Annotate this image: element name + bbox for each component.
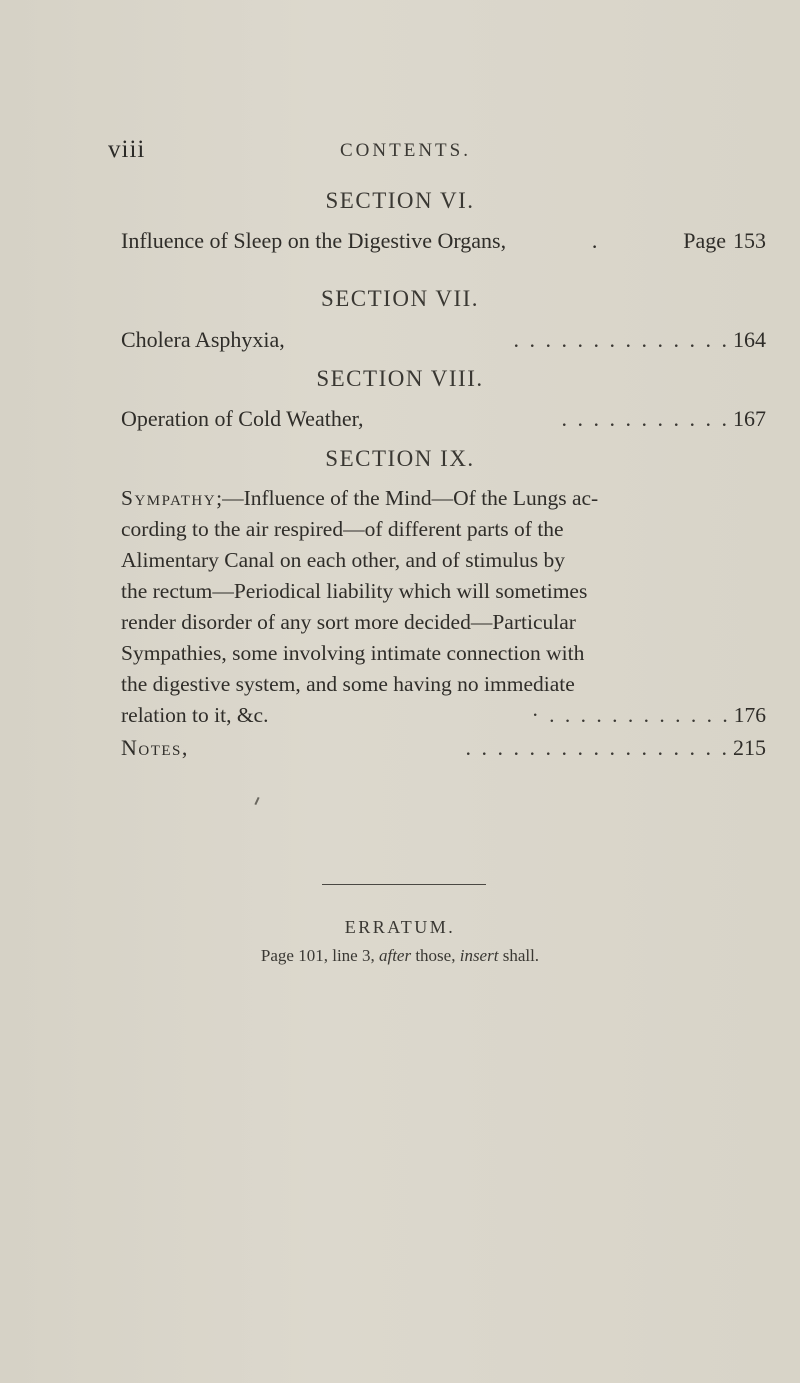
toc-entry-section-viii [121, 404, 766, 434]
entry-text: relation to it, &c. [121, 703, 269, 727]
leader-dots: . . . . . . . . . . . . . . . . . [465, 735, 727, 760]
leader-dots: . [591, 228, 598, 253]
page-ref: 164 [733, 327, 766, 352]
entry-line: Alimentary Canal on each other, and of stimulus by [121, 548, 565, 572]
erratum-text [0, 946, 800, 966]
page-ref: 167 [733, 406, 766, 431]
entry-title: Cholera Asphyxia, [121, 327, 285, 352]
entry-line: Sympathies, some involving intimate connection with [121, 641, 585, 665]
leader-dots: . . . . . . . . . . . . . . [513, 327, 727, 352]
toc-entry-section-vi [121, 226, 766, 256]
entry-lead: Sympathy [121, 486, 217, 510]
erratum-prefix: Page 101, line 3, [260, 946, 379, 965]
section-heading-vii: SECTION VII. [320, 286, 480, 311]
entry-line: the digestive system, and some having no immediate [121, 672, 575, 696]
leader-dots: · . . . . . . . . . . . . [531, 703, 728, 727]
page-ref: 176 [733, 703, 766, 727]
erratum-middle: those, [411, 946, 460, 965]
toc-entry-notes [121, 733, 766, 763]
entry-line: render disorder of any sort more decided—Particular [121, 610, 576, 634]
stray-mark [254, 797, 259, 805]
erratum-heading: ERRATUM. [344, 917, 456, 937]
entry-title: Notes, [121, 735, 189, 760]
erratum-insert: insert [459, 946, 499, 965]
page-header [108, 136, 744, 176]
section-heading-ix: SECTION IX. [325, 446, 475, 471]
section-heading-vi: SECTION VI. [325, 188, 475, 213]
entry-line: cording to the air respired—of different parts of the [121, 517, 564, 541]
toc-entry-section-ix [121, 483, 766, 731]
erratum-suffix: shall. [498, 946, 540, 965]
page-ref: 215 [733, 735, 766, 760]
entry-title: Operation of Cold Weather, [121, 406, 364, 431]
entry-title: Influence of Sleep on the Digestive Organs, [121, 228, 507, 253]
entry-line-last [121, 700, 766, 731]
entry-line: the rectum—Periodical liability which will sometimes [121, 579, 588, 603]
page-number: viii [108, 136, 146, 163]
toc-entry-section-vii [121, 325, 766, 355]
page-ref: 153 [733, 228, 766, 253]
entry-line [121, 483, 766, 514]
leader-dots: . . . . . . . . . . . [561, 406, 727, 431]
page-label: Page [683, 228, 726, 253]
erratum-after: after [378, 946, 412, 965]
running-head: CONTENTS. [340, 140, 471, 161]
section-heading-viii: SECTION VIII. [316, 366, 484, 391]
divider-rule [322, 884, 486, 885]
entry-text: ;—Influence of the Mind—Of the Lungs ac- [216, 486, 599, 510]
